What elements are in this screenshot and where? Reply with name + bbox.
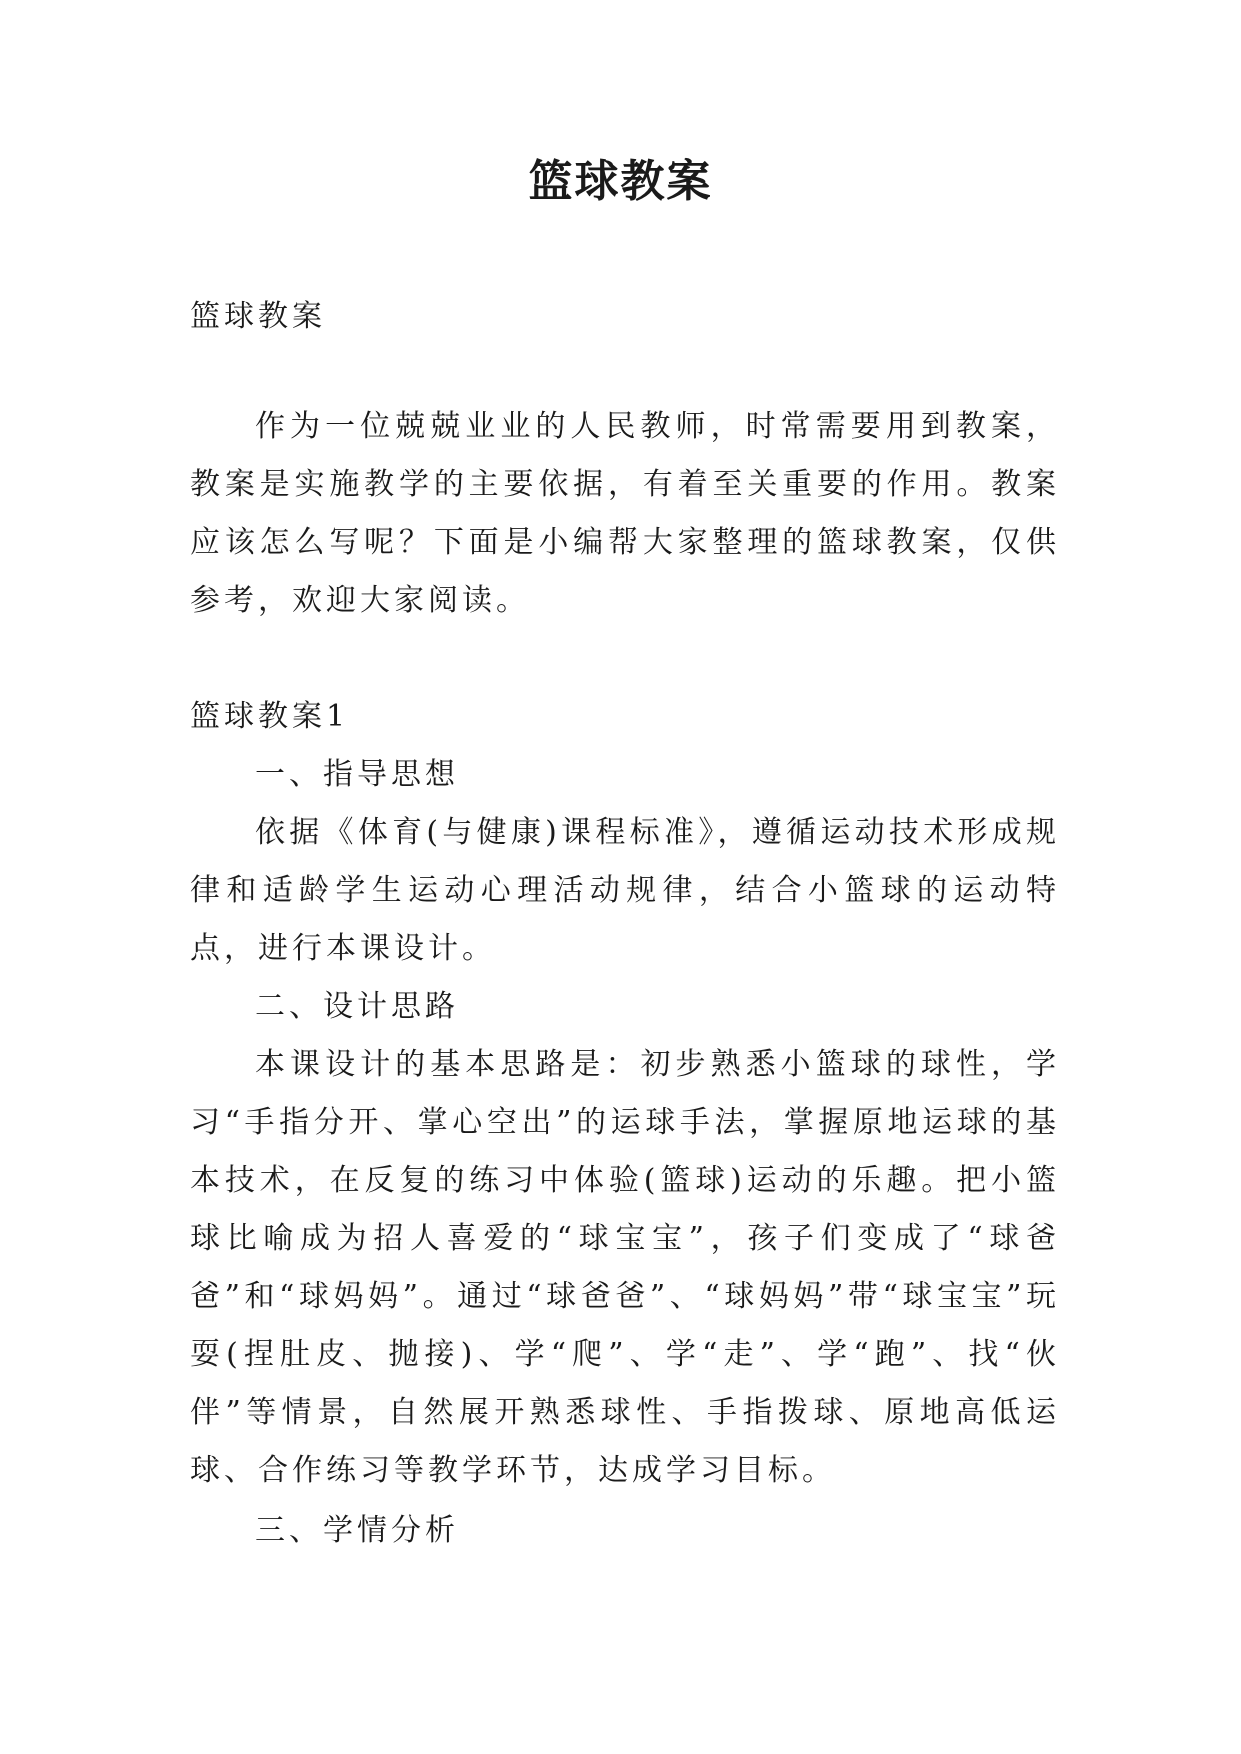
document-subtitle: 篮球教案 [190,299,326,334]
document-title: 篮球教案 [528,156,713,207]
paragraph-design-idea: 本课设计的基本思路是：初步熟悉小篮球的球性，学习“手指分开、掌心空出”的运球手法，掌握原地运球的基本技术，在反复的练习中体验(篮球)运动的乐趣。把小篮球比喻成为招人喜爱的“球宝宝”，孩子们变成了“球爸爸”和“球妈妈”。通过“球爸爸”、“球妈妈”带“球宝宝”玩耍(捏肚皮、抛接)、学“爬”、学“走”、学“跑”、找“伙伴”等情景，自然展开熟悉球性、手指拨球、原地高低运球、合作练习等教学环节，达成学习目标。 [190,1047,1060,1488]
heading-design-idea: 二、设计思路 [255,989,459,1024]
section-title: 篮球教案1 [190,699,350,734]
heading-learner-analysis: 三、学情分析 [255,1513,459,1548]
paragraph-guiding-thought: 依据《体育(与健康)课程标准》，遵循运动技术形成规律和适龄学生运动心理活动规律，结合小篮球的运动特点，进行本课设计。 [190,815,1060,966]
intro-paragraph: 作为一位兢兢业业的人民教师，时常需要用到教案，教案是实施教学的主要依据，有着至关重要的作用。教案应该怎么写呢？下面是小编帮大家整理的篮球教案，仅供参考，欢迎大家阅读。 [190,409,1060,618]
heading-guiding-thought: 一、指导思想 [255,757,459,792]
